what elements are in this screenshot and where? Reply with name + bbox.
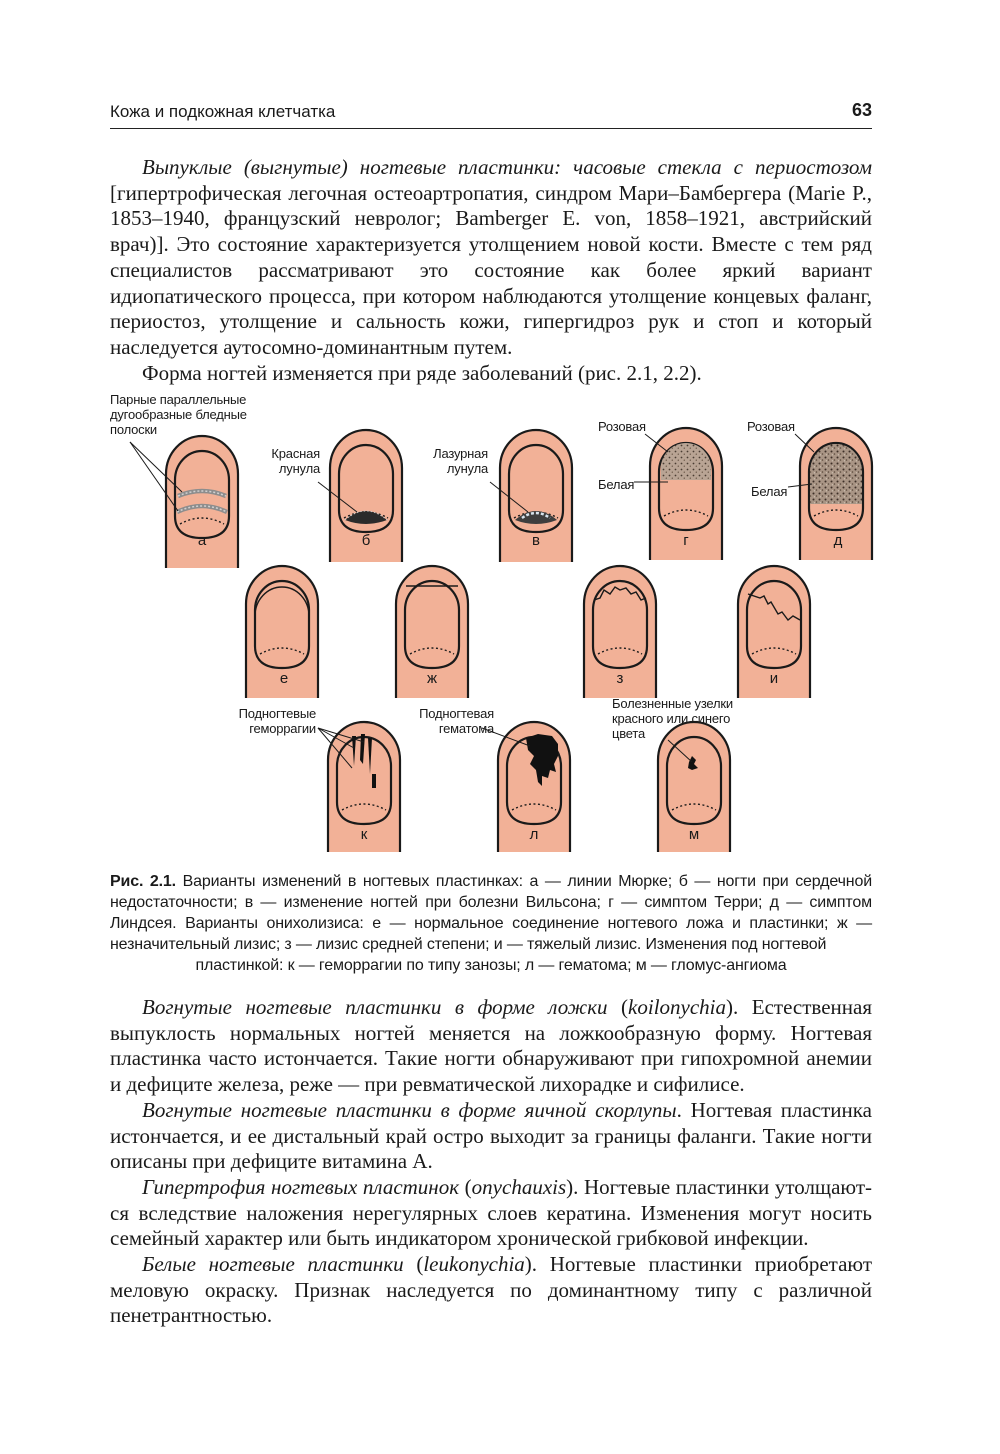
letter-d: д xyxy=(833,532,843,549)
body-text xyxy=(110,995,872,1329)
label-l-line: гематома xyxy=(438,721,494,736)
label-b-line: Красная xyxy=(271,446,320,461)
label-b-line: лунула xyxy=(278,461,320,476)
label-a-line: Парные параллельные xyxy=(110,392,247,407)
term-italic: Вогнутые ногтевые пластинки в форме яичной скорлупы xyxy=(142,1097,677,1122)
intro-paragraph-2: Форма ногтей изменяется при ряде заболеваний (рис. 2.1, 2.2). xyxy=(142,360,702,385)
label-v-line: лунула xyxy=(446,461,488,476)
label-a-line: полоски xyxy=(110,422,157,437)
figure-caption xyxy=(110,871,872,976)
paren-open: ( xyxy=(403,1252,424,1277)
label-g-pink: Розовая xyxy=(598,419,646,434)
term-italic: Гипертрофия ногтевых пластинок xyxy=(142,1174,460,1199)
label-g-white: Белая xyxy=(598,477,635,492)
figure-2-1 xyxy=(100,392,900,852)
body-paragraph-leukonychia xyxy=(110,1252,872,1329)
running-head-title: Кожа и подкожная клетчатка xyxy=(110,102,336,121)
label-d-white: Белая xyxy=(751,484,788,499)
letter-l: л xyxy=(529,826,539,843)
label-l-line: Подногтевая xyxy=(419,706,494,721)
label-l xyxy=(406,706,494,736)
term-italic: Белые ногтевые пластинки xyxy=(142,1252,404,1277)
label-a xyxy=(110,392,247,437)
label-v xyxy=(422,446,488,476)
letter-zh: ж xyxy=(426,670,438,687)
letter-b: б xyxy=(361,532,371,549)
label-d-pink: Розовая xyxy=(747,419,795,434)
caption-last-line: пластинкой: к — геморрагии по типу занозы; л — гематома; м — гломус-ангиома xyxy=(195,957,787,974)
body-paragraph-onychauxis xyxy=(110,1175,872,1252)
label-k-line: Подногтевые xyxy=(238,706,316,721)
caption-lead: Рис. 2.1. xyxy=(110,873,176,890)
paragraph-rest: ). Естественная выпуклость нормальных ногтей меняется на ложкообразную форму. Ногтевая пластинка часто истончается. Такие ногти обнаруживают при гипохромной анемии и дефиците железа, реже — при ревматической лихорадке и сифилисе. xyxy=(110,995,872,1097)
letter-g: г xyxy=(683,532,689,549)
intro-italic: Выпуклые (выгнутые) ногтевые пластинки: часовые стекла с периостозом xyxy=(142,155,872,179)
label-m-line: красного или синего xyxy=(612,711,731,726)
latin-term: koilonychia xyxy=(628,995,727,1019)
label-a-line: дугообразные бледные xyxy=(110,407,247,422)
paragraph-rest: . Ногтевая пластинка истончается, и ее дистальный край остро выходит за границы фаланги. Такие ногти описаны при дефиците витамина А. xyxy=(110,1097,872,1174)
label-m-line: цвета xyxy=(612,726,646,741)
paren-open: ( xyxy=(607,995,629,1019)
label-m xyxy=(612,696,733,741)
latin-term: onychauxis xyxy=(471,1174,567,1199)
label-b xyxy=(260,446,320,476)
latin-term: leukonychia xyxy=(423,1252,525,1277)
nail-illustrations xyxy=(100,392,900,852)
letter-v: в xyxy=(532,532,540,549)
letter-a: а xyxy=(197,532,207,549)
running-head xyxy=(110,100,872,124)
intro-text xyxy=(110,155,872,386)
letter-m: м xyxy=(688,826,700,843)
caption-text: Варианты изменений в ногтевых пластинках: а — линии Мюрке; б — ногти при сердечной недостаточности; в — изменение ногтей при болезни Вильсона; г — симптом Терри; д — симптом Линдсея. Варианты онихолизиса: е — нормальное соединение ногтевого ложа и пластинки; ж — незначительный лизис; з — лизис средней степени; и — тяжелый лизис. Изменения под ногтевой xyxy=(110,873,872,953)
paragraph-rest: ). Ногтевые пластинки утолщают-ся вследствие наложения нерегулярных слоев кератина. Изменения могут носить семейный характер или быть индикатором хронической грибковой инфекции. xyxy=(110,1174,872,1251)
letter-e: е xyxy=(279,670,289,687)
paragraph-rest: ). Ногтевые пластинки приобретают меловую окраску. Признак наследуется по доминантному типу с различной пенетрантностью. xyxy=(110,1252,872,1328)
letter-i: и xyxy=(769,670,779,687)
label-m-line: Болезненные узелки xyxy=(612,696,733,711)
intro-rest: [гипертрофическая легочная остеоартропатия, синдром Мари–Бамбергера (Marie P., 1853–1940, французский невролог; Bamberger E. von, 1858–1921, австрийский врач)]. Это состояние характеризуется утолщением новой кости. Вместе с тем ряд специалистов рассматривают это состояние как более яркий вариант идиопатического процесса, при котором наблюдаются утолщение концевых фаланг, периостоз, утолщение и сальность кожи, гипергидроз рук и стоп и который наследуется аутосомно-доминантным путем. xyxy=(110,180,872,359)
letter-z: з xyxy=(616,670,624,687)
header-rule xyxy=(110,128,872,129)
body-paragraph-koilonychia xyxy=(110,995,872,1098)
letter-k: к xyxy=(360,826,368,843)
page-number: 63 xyxy=(851,100,872,120)
body-paragraph-eggshell xyxy=(110,1098,872,1175)
label-k xyxy=(226,706,316,736)
label-v-line: Лазурная xyxy=(433,446,488,461)
label-k-line: геморрагии xyxy=(249,721,316,736)
intro-paragraph-1 xyxy=(110,155,872,361)
term-italic: Вогнутые ногтевые пластинки в форме ложки xyxy=(142,995,608,1019)
paren-open: ( xyxy=(459,1174,472,1199)
